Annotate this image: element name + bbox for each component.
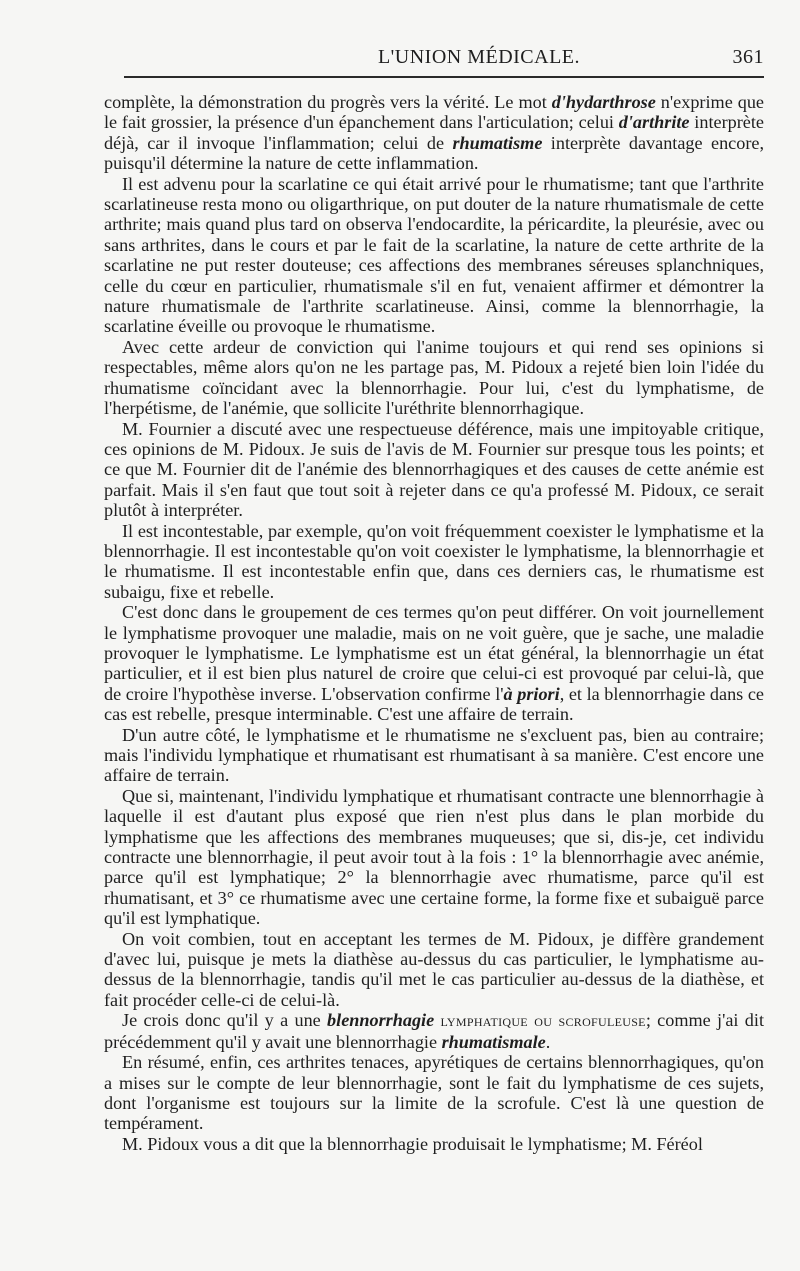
paragraph (104, 92, 764, 174)
text-run: interprète davantage encore, puisqu'il détermine la nature de cette inflammation. (104, 132, 764, 174)
running-head (104, 42, 764, 72)
paragraph (104, 602, 764, 724)
italic-term: d'arthrite (618, 112, 690, 133)
text-run: Il est advenu pour la scarlatine ce qui était arrivé pour le rhumatisme; tant que l'arthrite scarlatineuse resta mono ou oligarthrique, on put douter de la nature rhumatismale de cette arthrite; mais quand plus tard on observa l'endocardite, la péricardite, la pleurésie, avec ou sans arthrites, dans le cours et par le fait de la scarlatine, la nature de cette arthrite de la scarlatine ne put rester douteuse; ces affections des membranes séreuses splanchniques, celle du cœur en particulier, rhumatismale s'il en fut, venaient affirmer et démontrer la nature rhumatismale de l'arthrite scarlatineuse. Ainsi, comme la blennorrhagie, la scarlatine éveille ou provoque le rhumatisme. (104, 173, 764, 337)
text-run: . (545, 1031, 551, 1052)
small-caps-term: lymphatique ou scrofuleuse (440, 1011, 646, 1031)
italic-term: rhumatisme (452, 132, 543, 153)
paragraph (104, 337, 764, 419)
text-run: M. Fournier a discuté avec une respectueuse déférence, mais une impitoyable critique, ces opinions de M. Pidoux. Je suis de l'avis de M. Fournier sur presque tous les points; et ce que M. Fournier dit de l'anémie des blennorrhagiques et des causes de cette anémie est parfait. Mais il s'en faut que tout soit à rejeter dans ce qu'a professé M. Pidoux, ce serait plutôt à interpréter. (104, 418, 764, 521)
text-run: Il est incontestable, par exemple, qu'on voit fréquemment coexister le lymphatisme et la blennorrhagie. Il est incontestable qu'on voit coexister le lymphatisme, la blennorrhagie et le rhumatisme. Il est incontestable enfin que, dans ces derniers cas, le rhumatisme est subaigu, fixe et rebelle. (104, 520, 764, 602)
text-run: Avec cette ardeur de conviction qui l'anime toujours et qui rend ses opinions si respectables, même alors qu'on ne les partage pas, M. Pidoux a rejeté bien loin l'idée du rhumatisme coïncidant avec la blennorrhagie. Pour lui, c'est du lymphatisme, de l'herpétisme, de l'anémie, que sollicite l'uréthrite blennorrhagique. (104, 336, 764, 419)
paragraph (104, 725, 764, 786)
text-run: complète, la démonstration du progrès vers la vérité. Le mot (104, 92, 552, 112)
paragraph (104, 1134, 764, 1154)
italic-term: blennorrhagie (327, 1010, 435, 1031)
paragraph (104, 419, 764, 521)
paragraph (104, 786, 764, 929)
text-run: Je crois donc qu'il y a une (122, 1010, 328, 1031)
text-run: ; comme j'ai dit précédemment qu'il y avait une blennorrhagie (104, 1010, 764, 1052)
paragraph (104, 1052, 764, 1134)
running-title: L'UNION MÉDICALE. (377, 46, 581, 68)
text-run: C'est donc dans le groupement de ces termes qu'on peut différer. On voit journellement le lymphatisme provoquer une maladie, mais on ne voit guère, que je sache, une maladie provoquer le lymphatisme. Le lymphatisme est un état général, la blennorrhagie un état particulier, et il est bien plus naturel de croire que celui-ci est provoqué par celui-là, que de croire l'hypothèse inverse. L'observation confirme l' (104, 602, 764, 704)
paragraph (104, 521, 764, 603)
italic-term: d'hydarthrose (551, 92, 656, 112)
header-rule (124, 76, 764, 78)
text-run: n'exprime que le fait grossier, la présence d'un épanchement dans l'articulation; celui (104, 92, 764, 133)
text-run: En résumé, enfin, ces arthrites tenaces, apyrétiques de certains blennorrhagiques, qu'on a mises sur le compte de leur blennorrhagie, sont le fait du lymphatisme de ces sujets, dont l'organisme est toujours sur la limite de la scrofule. C'est là une question de tempérament. (104, 1052, 764, 1134)
text-run: D'un autre côté, le lymphatisme et le rhumatisme ne s'excluent pas, bien au contraire; mais l'individu lymphatique et rhumatisant est rhumatisant à sa manière. C'est encore une affaire de terrain. (104, 724, 764, 786)
text-run: interprète déjà, car il invoque l'inflammation; celui de (104, 112, 764, 153)
page-number: 361 (732, 46, 764, 68)
italic-term: à priori (503, 683, 560, 704)
text-run: Que si, maintenant, l'individu lymphatique et rhumatisant contracte une blennorrhagie à laquelle il est d'autant plus exposé que rien n'est plus dans le plan morbide du lymphatisme que les affections des membranes muqueuses; que si, dis-je, cet individu contracte une blennorrhagie, il peut avoir tout à la fois : 1° la blennorrhagie avec anémie, parce qu'il est lymphatique; 2° la blennorrhagie avec rhumatisme, parce qu'il est rhumatisant, et 3° ce rhumatisme avec une certaine forme, la forme fixe et subaiguë parce qu'il est lymphatique. (104, 785, 764, 929)
text-run: M. Pidoux vous a dit que la blennorrhagie produisait le lymphatisme; M. Féréol (122, 1133, 703, 1154)
paragraph (104, 174, 764, 337)
text-run: On voit combien, tout en acceptant les termes de M. Pidoux, je diffère grandement d'avec lui, puisque je mets la diathèse au-dessus du cas particulier, le lymphatisme au-dessus de la blennorrhagie, tandis qu'il met le cas particulier au-dessus de la diathèse, et fait procéder celle-ci de celui-là. (104, 928, 764, 1010)
text-run: , et la blennorrhagie dans ce cas est rebelle, presque interminable. C'est une affaire de terrain. (104, 683, 764, 725)
body-text (104, 92, 764, 1154)
italic-term: rhumatismale (441, 1031, 546, 1052)
paragraph (104, 929, 764, 1011)
paragraph (104, 1010, 764, 1052)
